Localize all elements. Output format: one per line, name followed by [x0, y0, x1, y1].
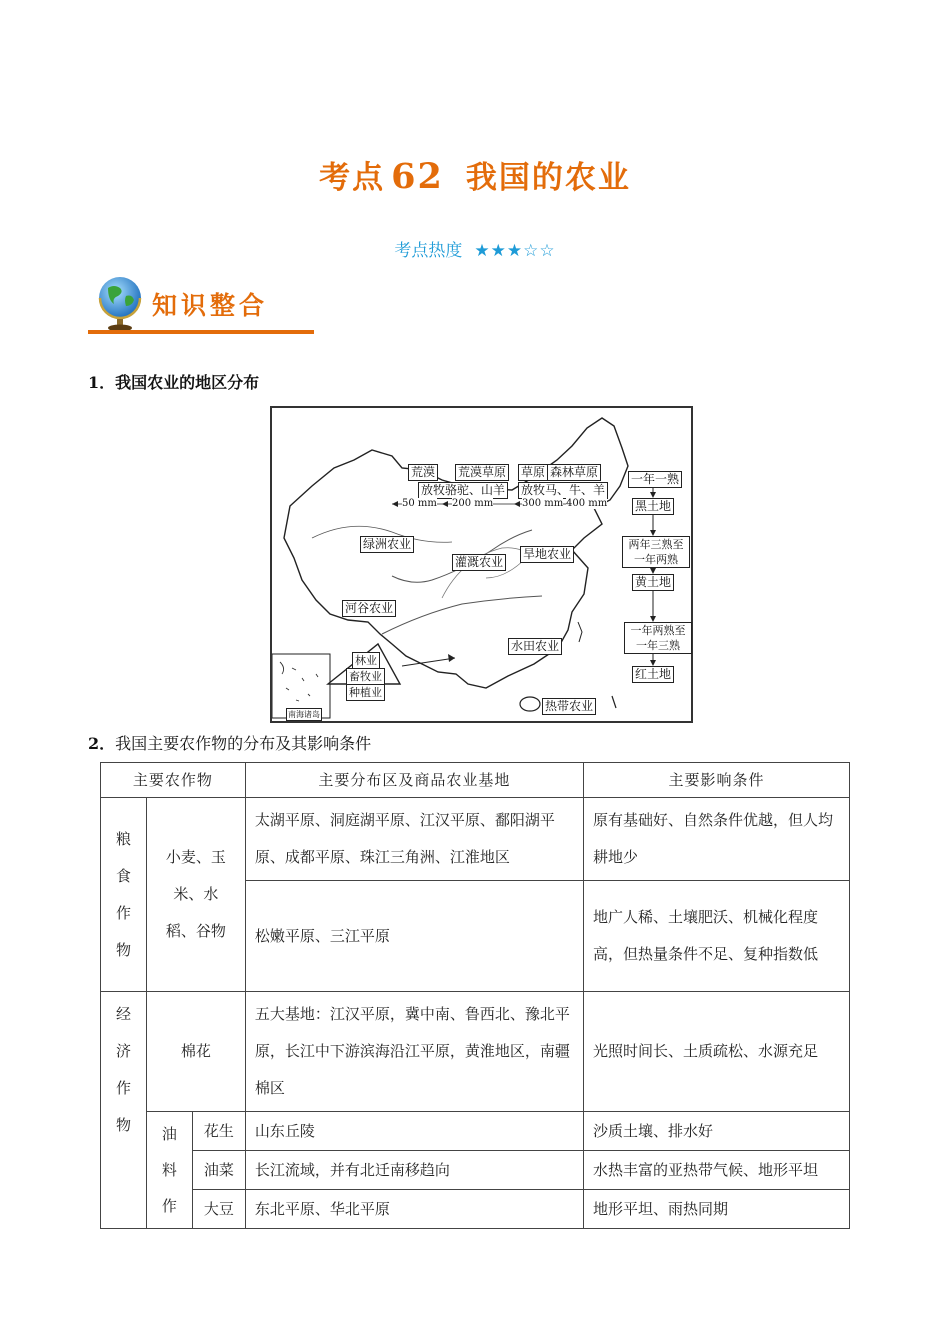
map-label-herding-horse: 放牧马、牛、羊: [518, 482, 608, 499]
grain-char: 粮: [115, 829, 131, 848]
economic-char: 物: [115, 1116, 131, 1134]
cotton-crop: 棉花: [146, 992, 245, 1112]
header-conditions: 主要影响条件: [584, 763, 850, 798]
globe-icon: [90, 272, 152, 334]
chain-two-three: 两年三熟至一年两熟: [622, 536, 690, 568]
header-areas: 主要分布区及商品农业基地: [245, 763, 583, 798]
title-text: 我国的农业: [465, 160, 631, 196]
oil-crop-soybean: 大豆: [192, 1190, 245, 1229]
heat-label: 考点热度: [394, 241, 463, 261]
chain-one-crop: 一年一熟: [628, 471, 682, 488]
table-row: [101, 1112, 850, 1151]
knowledge-header: [88, 272, 318, 336]
chain-red-soil: 红土地: [632, 666, 674, 683]
map-region-valley: 河谷农业: [342, 600, 396, 617]
pyramid-livestock: 畜牧业: [346, 668, 385, 685]
knowledge-label: 知识整合: [152, 291, 269, 320]
oil-areas-rapeseed: 长江流域，并有北迁南移趋向: [245, 1151, 583, 1190]
map-region-oasis: 绿洲农业: [360, 536, 414, 553]
grain-char: 食: [115, 866, 131, 885]
map-label-desert-steppe: 荒漠草原: [455, 464, 509, 481]
pyramid-forestry: 林业: [352, 652, 380, 669]
title-number: 62: [391, 156, 444, 197]
map-region-paddy: 水田农业: [508, 638, 562, 655]
chain-loess: 黄土地: [632, 574, 674, 591]
oil-char: 作: [161, 1197, 177, 1215]
economic-char: 济: [115, 1042, 131, 1060]
table-row: [101, 1151, 850, 1190]
oil-conditions-rapeseed: 水热丰富的亚热带气候、地形平坦: [584, 1151, 850, 1190]
grain-conditions-1: 原有基础好、自然条件优越，但人均耕地少: [584, 798, 850, 881]
knowledge-underline: [88, 330, 314, 334]
rainfall-50: 50 mm: [402, 498, 437, 509]
chain-black-soil: 黑土地: [632, 498, 674, 515]
cotton-areas: 五大基地：江汉平原，冀中南、鲁西北、豫北平原，长江中下游滨海沿江平原，黄淮地区，南疆棉区: [245, 992, 583, 1112]
grain-conditions-2: 地广人稀、土壤肥沃、机械化程度高，但热量条件不足、复种指数低: [584, 881, 850, 992]
oil-areas-peanut: 山东丘陵: [245, 1112, 583, 1151]
oil-conditions-soybean: 地形平坦、雨热同期: [584, 1190, 850, 1229]
pyramid-planting: 种植业: [346, 684, 385, 701]
oil-crop-peanut: 花生: [192, 1112, 245, 1151]
map-region-tropical: 热带农业: [542, 698, 596, 715]
cotton-conditions: 光照时间长、土质疏松、水源充足: [584, 992, 850, 1112]
map-label-steppe: 草原: [518, 464, 548, 481]
heat-rating: [0, 236, 950, 261]
rainfall-200: 200 mm: [452, 498, 494, 509]
agriculture-map: [270, 406, 693, 723]
table-row: [101, 798, 850, 881]
grain-crops: 小麦、玉米、水稻、谷物: [146, 798, 245, 992]
section-1-heading: [88, 370, 259, 393]
chain-two-three-crops: 一年两熟至一年三熟: [624, 622, 692, 654]
table-header-row: [101, 763, 850, 798]
map-region-dryland: 旱地农业: [520, 546, 574, 563]
section-1-title: 我国农业的地区分布: [115, 373, 260, 392]
map-label-desert: 荒漠: [408, 464, 438, 481]
section-2-heading: [88, 731, 371, 754]
map-region-irrigation: 灌溉农业: [452, 554, 506, 571]
economic-category: [101, 992, 147, 1229]
page-title: [0, 152, 950, 197]
inset-label: 南海诸岛: [288, 710, 320, 719]
economic-char: 经: [115, 1005, 131, 1023]
section-2-title: 我国主要农作物的分布及其影响条件: [115, 734, 372, 753]
oil-char: 料: [161, 1161, 177, 1179]
heat-stars: ★★★☆☆: [474, 241, 556, 261]
crop-table: [100, 762, 850, 1229]
map-label-forest-steppe: 森林草原: [547, 464, 601, 481]
rainfall-300: 300 mm: [522, 498, 564, 509]
oil-category: [146, 1112, 192, 1229]
oil-areas-soybean: 东北平原、华北平原: [245, 1190, 583, 1229]
table-row: [101, 1190, 850, 1229]
economic-char: 作: [115, 1079, 131, 1097]
header-crop: 主要农作物: [101, 763, 246, 798]
oil-char: 油: [161, 1125, 177, 1143]
oil-crop-rapeseed: 油菜: [192, 1151, 245, 1190]
grain-char: 物: [115, 940, 131, 959]
table-row: [101, 992, 850, 1112]
grain-areas-2: 松嫩平原、三江平原: [245, 881, 583, 992]
rainfall-400: 400 mm: [566, 498, 608, 509]
grain-category: [101, 798, 147, 992]
grain-char: 作: [115, 903, 131, 922]
oil-conditions-peanut: 沙质土壤、排水好: [584, 1112, 850, 1151]
section-1-number: 1．: [88, 373, 116, 392]
grain-areas-1: 太湖平原、洞庭湖平原、江汉平原、鄱阳湖平原、成都平原、珠江三角洲、江淮地区: [245, 798, 583, 881]
section-2-number: 2．: [88, 734, 116, 753]
title-prefix: 考点: [319, 160, 386, 196]
map-label-herding-camel: 放牧骆驼、山羊: [418, 482, 508, 499]
